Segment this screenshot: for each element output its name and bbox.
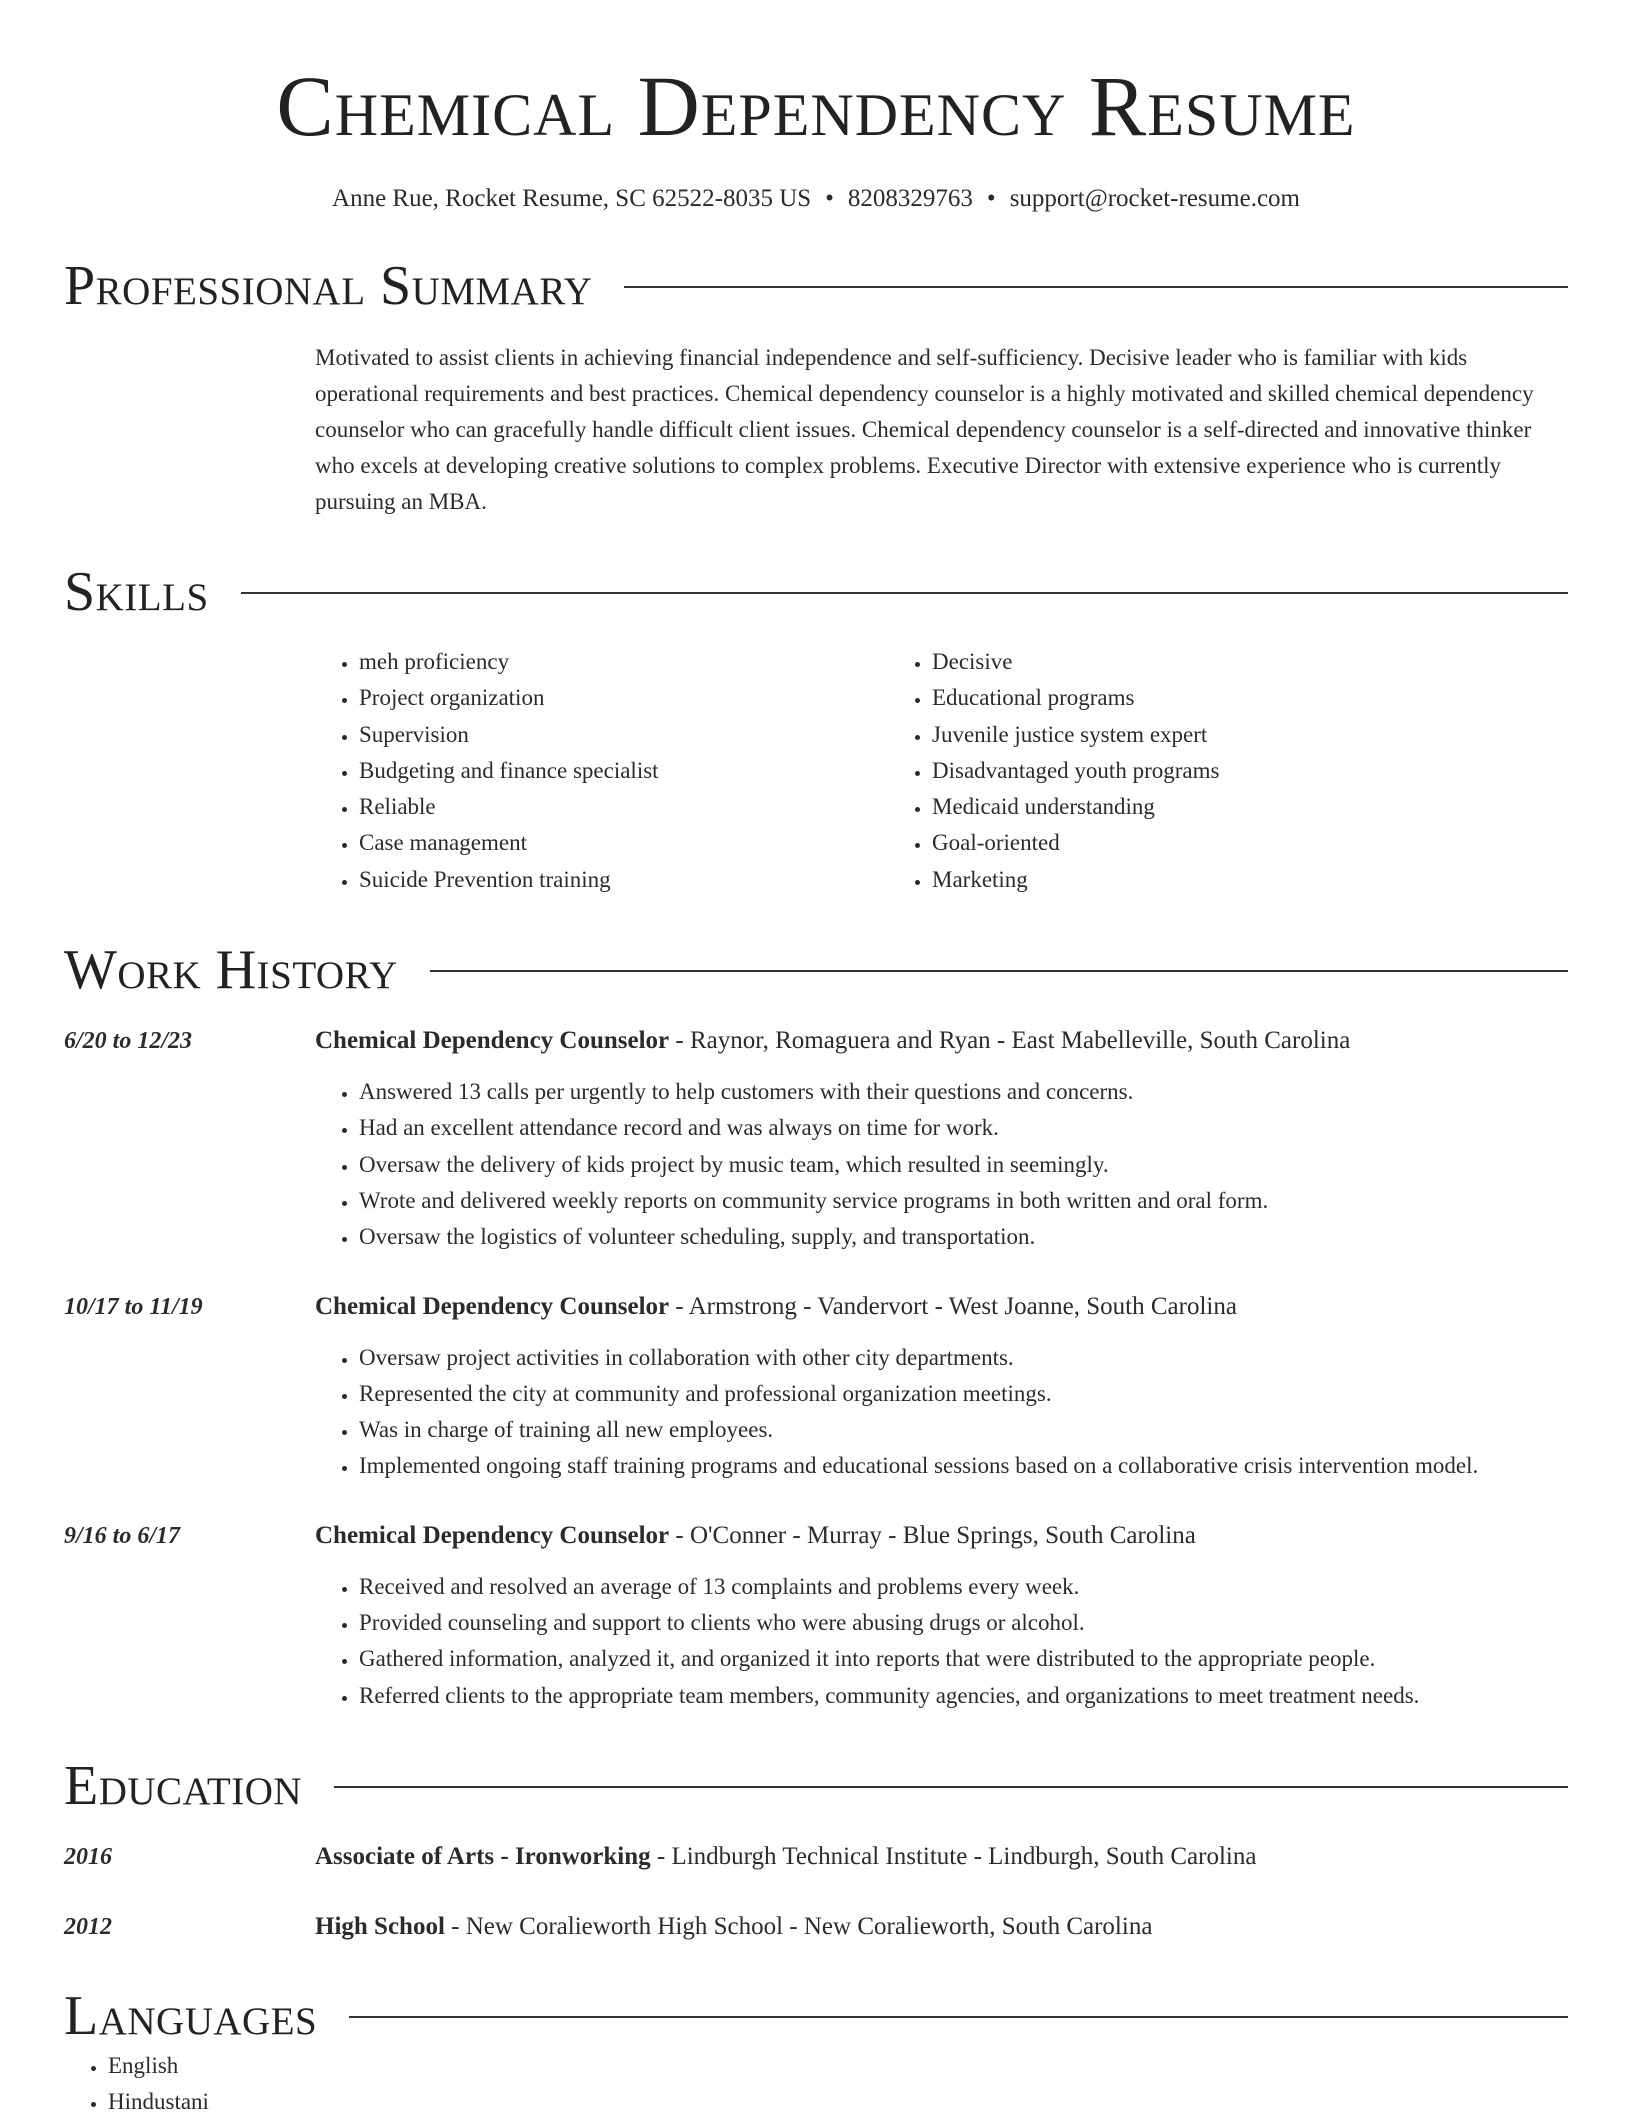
resume-title: Chemical Dependency Resume	[276, 58, 1356, 154]
work-heading: Work History	[64, 939, 398, 1002]
skill-item: • Budgeting and finance specialist	[359, 753, 888, 789]
section-divider	[241, 592, 1568, 594]
section-divider	[624, 286, 1568, 288]
language-item: • Hindustani	[108, 2084, 1568, 2120]
job-details: - O'Conner - Murray - Blue Springs, South Carolina	[669, 1521, 1196, 1549]
education-entry	[64, 1910, 1568, 1944]
education-year: 2016	[64, 1843, 112, 1870]
job-header	[315, 1290, 1237, 1324]
job-bullet: • Received and resolved an average of 13 complaints and problems every week.	[359, 1569, 1568, 1605]
education-header	[315, 1840, 1256, 1874]
education-degree: High School	[315, 1912, 445, 1940]
job-bullet: • Wrote and delivered weekly reports on community service programs in both written and oral form.	[359, 1183, 1568, 1219]
skill-item: • Decisive	[932, 644, 1461, 680]
summary-heading: Professional Summary	[64, 255, 593, 317]
skills-heading: Skills	[64, 561, 209, 623]
education-header	[315, 1910, 1152, 1944]
job-bullets	[315, 1074, 1568, 1255]
skill-item: • Goal-oriented	[932, 825, 1461, 861]
job-bullet: • Was in charge of training all new employees.	[359, 1412, 1568, 1448]
job-dates: 10/17 to 11/19	[64, 1293, 203, 1320]
job-bullet: • Implemented ongoing staff training programs and educational sessions based on a collaborative crisis intervention model.	[359, 1448, 1568, 1484]
job-dates: 9/16 to 6/17	[64, 1522, 181, 1549]
job-bullet: • Oversaw the delivery of kids project by music team, which resulted in seemingly.	[359, 1147, 1568, 1183]
skill-item: • Case management	[359, 825, 888, 861]
job-bullet: • Gathered information, analyzed it, and organized it into reports that were distributed to the appropriate people.	[359, 1641, 1568, 1677]
languages-section-header	[64, 1984, 1568, 2048]
education-entry	[64, 1840, 1568, 1874]
skills-column-left	[315, 644, 888, 898]
work-section-header	[64, 938, 1568, 1002]
contact-address: Anne Rue, Rocket Resume, SC 62522-8035 US	[332, 185, 812, 212]
skill-item: • Juvenile justice system expert	[932, 717, 1461, 753]
skill-item: • meh proficiency	[359, 644, 888, 680]
language-item: • English	[108, 2048, 1568, 2084]
section-divider	[349, 2016, 1568, 2018]
summary-section-header	[64, 254, 1568, 318]
contact-separator: •	[825, 185, 834, 212]
education-details: - Lindburgh Technical Institute - Lindburgh, South Carolina	[650, 1842, 1257, 1870]
contact-phone: 8208329763	[847, 185, 973, 212]
education-year: 2012	[64, 1913, 112, 1940]
job-header	[315, 1519, 1196, 1553]
job-entry	[64, 1024, 1568, 1255]
job-bullet: • Had an excellent attendance record and was always on time for work.	[359, 1110, 1568, 1146]
languages-heading: Languages	[64, 1984, 318, 2047]
job-bullets	[315, 1569, 1568, 1714]
job-bullet: • Provided counseling and support to clients who were abusing drugs or alcohol.	[359, 1605, 1568, 1641]
education-heading: Education	[64, 1754, 303, 1817]
job-title: Chemical Dependency Counselor	[315, 1292, 670, 1320]
job-entry	[64, 1290, 1568, 1485]
job-bullet: • Represented the city at community and professional organization meetings.	[359, 1376, 1568, 1412]
skill-item: • Project organization	[359, 680, 888, 716]
job-bullet: • Oversaw the logistics of volunteer scheduling, supply, and transportation.	[359, 1219, 1568, 1255]
job-details: - Armstrong - Vandervort - West Joanne, South Carolina	[669, 1292, 1237, 1320]
summary-text: Motivated to assist clients in achieving financial independence and self-sufficiency. Decisive leader who is familiar with kids operational requirements and best practices. Chemical dependency counselor is a highly motivated and skilled chemical dependency counselor who can gracefully handle difficult client issues. Chemical dependency counselor is a self-directed and innovative thinker who excels at developing creative solutions to complex problems. Executive Director with extensive experience who is currently pursuing an MBA.	[315, 345, 1534, 514]
education-section-header	[64, 1754, 1568, 1818]
contact-line	[64, 184, 1568, 214]
languages-list	[64, 2048, 1568, 2121]
skill-item: • Marketing	[932, 862, 1461, 898]
job-bullet: • Referred clients to the appropriate team members, community agencies, and organizations to meet treatment needs.	[359, 1678, 1568, 1714]
contact-separator: •	[986, 185, 996, 212]
job-entry	[64, 1519, 1568, 1714]
job-bullet: • Oversaw project activities in collaboration with other city departments.	[359, 1340, 1568, 1376]
skill-item: • Reliable	[359, 789, 888, 825]
job-bullet: • Answered 13 calls per urgently to help customers with their questions and concerns.	[359, 1074, 1568, 1110]
skills-column-right	[888, 644, 1461, 898]
education-degree: Associate of Arts - Ironworking	[315, 1842, 651, 1870]
section-divider	[430, 970, 1568, 972]
job-title: Chemical Dependency Counselor	[315, 1027, 670, 1055]
education-details: - New Coralieworth High School - New Coralieworth, South Carolina	[444, 1912, 1153, 1940]
skill-item: • Supervision	[359, 717, 888, 753]
skill-item: • Suicide Prevention training	[359, 862, 888, 898]
section-divider	[334, 1786, 1568, 1788]
job-details: - Raynor, Romaguera and Ryan - East Mabelleville, South Carolina	[669, 1027, 1351, 1055]
skill-item: • Educational programs	[932, 680, 1461, 716]
job-header	[315, 1024, 1350, 1058]
job-title: Chemical Dependency Counselor	[315, 1521, 670, 1549]
skills-list	[315, 644, 1568, 898]
skill-item: • Disadvantaged youth programs	[932, 753, 1461, 789]
skills-section-header	[64, 560, 1568, 624]
contact-email: support@rocket-resume.com	[1009, 185, 1300, 212]
skill-item: • Medicaid understanding	[932, 789, 1461, 825]
job-bullets	[315, 1340, 1568, 1485]
job-dates: 6/20 to 12/23	[64, 1028, 193, 1055]
